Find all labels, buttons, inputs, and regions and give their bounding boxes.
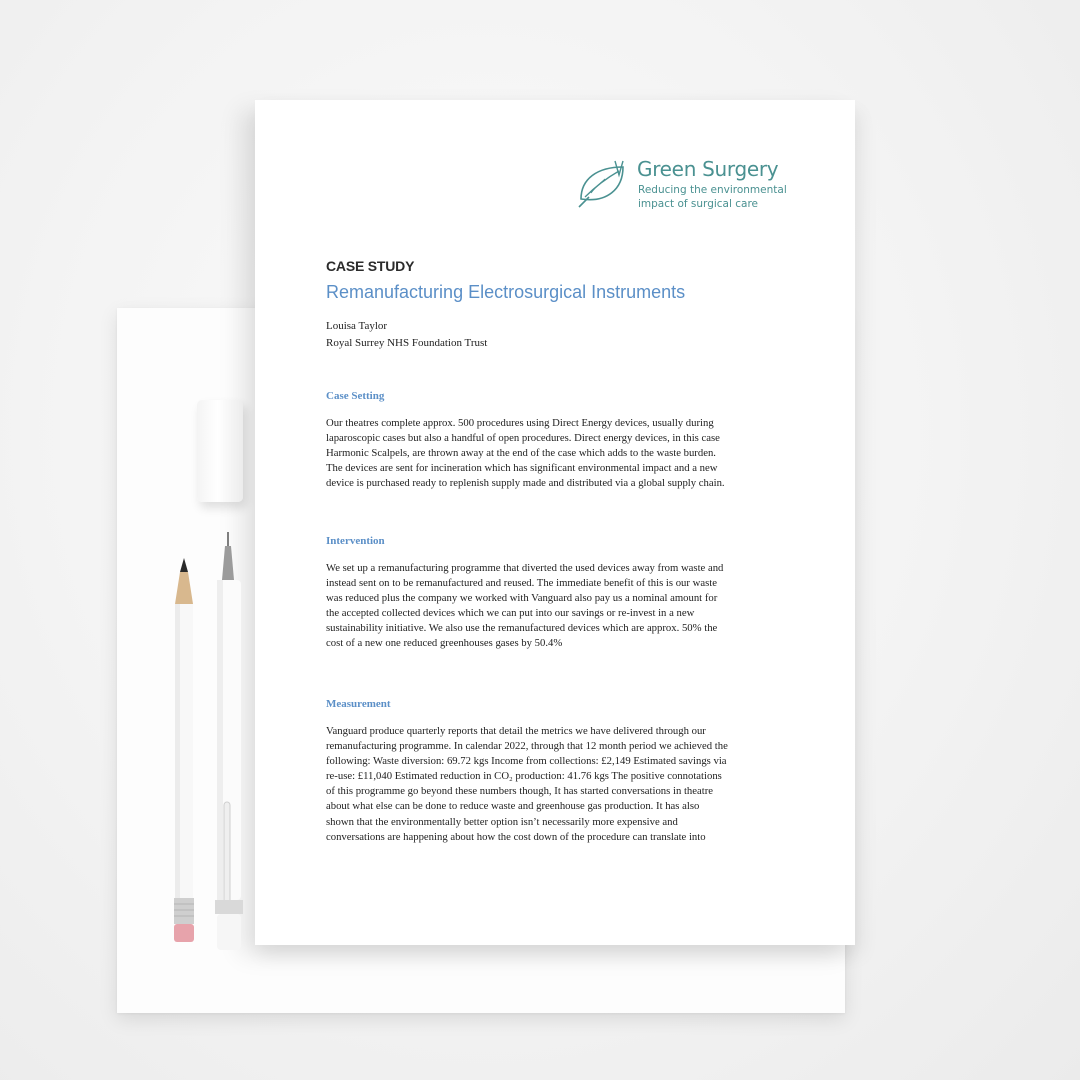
body-line: We set up a remanufacturing programme that diverted the used devices away from waste and — [326, 562, 724, 574]
body-line: was reduced plus the company we worked with Vanguard also pay us a nominal amount for — [326, 592, 718, 605]
document-kicker: CASE STUDY — [326, 258, 415, 274]
scalpel-leaf-icon — [575, 157, 633, 213]
green-surgery-logo — [575, 155, 785, 215]
body-line: device is purchased ready to replenish supply made and distributed via a global supply chain. — [326, 477, 725, 490]
section-body-case-setting — [326, 416, 806, 491]
body-line: instead sent on to be remanufactured and reused. The immediate benefit of this is our waste — [326, 577, 717, 590]
section-heading-case-setting: Case Setting — [326, 390, 385, 402]
body-line: conversations are happening about how the cost down of the procedure can translate into — [326, 830, 706, 843]
section-body-measurement — [326, 724, 806, 845]
section-heading-intervention: Intervention — [326, 535, 385, 547]
document-title: Remanufacturing Electrosurgical Instruments — [326, 282, 686, 302]
body-line: Harmonic Scalpels, are thrown away at the end of the case which adds to the waste burden. — [326, 447, 716, 460]
body-line: about what else can be done to reduce waste and greenhouse gas production. It has also — [326, 800, 700, 813]
body-line: Our theatres complete approx. 500 procedures using Direct Energy devices, usually during — [326, 417, 714, 429]
body-line: the accepted collected devices which we can put into our savings or re-invest in a new — [326, 607, 695, 620]
body-line: of this programme go beyond these numbers though, It has started conversations in theatre — [326, 785, 714, 798]
author-name: Louisa Taylor — [326, 320, 388, 332]
author-block — [326, 318, 487, 352]
body-line: Vanguard produce quarterly reports that detail the metrics we have delivered through our — [326, 725, 706, 737]
body-line: remanufacturing programme. In calendar 2022, through that 12 month period we achieved the — [326, 740, 728, 753]
logo-tagline: Reducing the environmental impact of surgical care — [638, 184, 787, 210]
body-line: re-use: £11,040 Estimated reduction in CO₂ production: 41.76 kgs The positive connotations — [326, 770, 722, 783]
body-line: shown that the environmentally better option isn’t necessarily more expensive and — [326, 815, 678, 828]
section-body-intervention — [326, 561, 806, 652]
author-organization: Royal Surrey NHS Foundation Trust — [326, 337, 488, 349]
pencil — [171, 558, 197, 946]
body-line: sustainability initiative. We also use the remanufactured devices which are approx. 50% the — [326, 622, 718, 635]
mechanical-pencil — [202, 532, 246, 952]
body-line: cost of a new one reduced greenhouses gases by 50.4% — [326, 637, 563, 650]
section-heading-measurement: Measurement — [326, 698, 391, 710]
body-line: The devices are sent for incineration which has significant environmental impact and a new — [326, 462, 718, 475]
body-line: laparoscopic cases but also a handful of open procedures. Direct energy devices, in this case — [326, 432, 720, 445]
body-line: following: Waste diversion: 69.72 kgs Income from collections: £2,149 Estimated savings via — [326, 755, 727, 768]
logo-title: Green Surgery — [637, 157, 779, 181]
eraser — [197, 400, 243, 502]
